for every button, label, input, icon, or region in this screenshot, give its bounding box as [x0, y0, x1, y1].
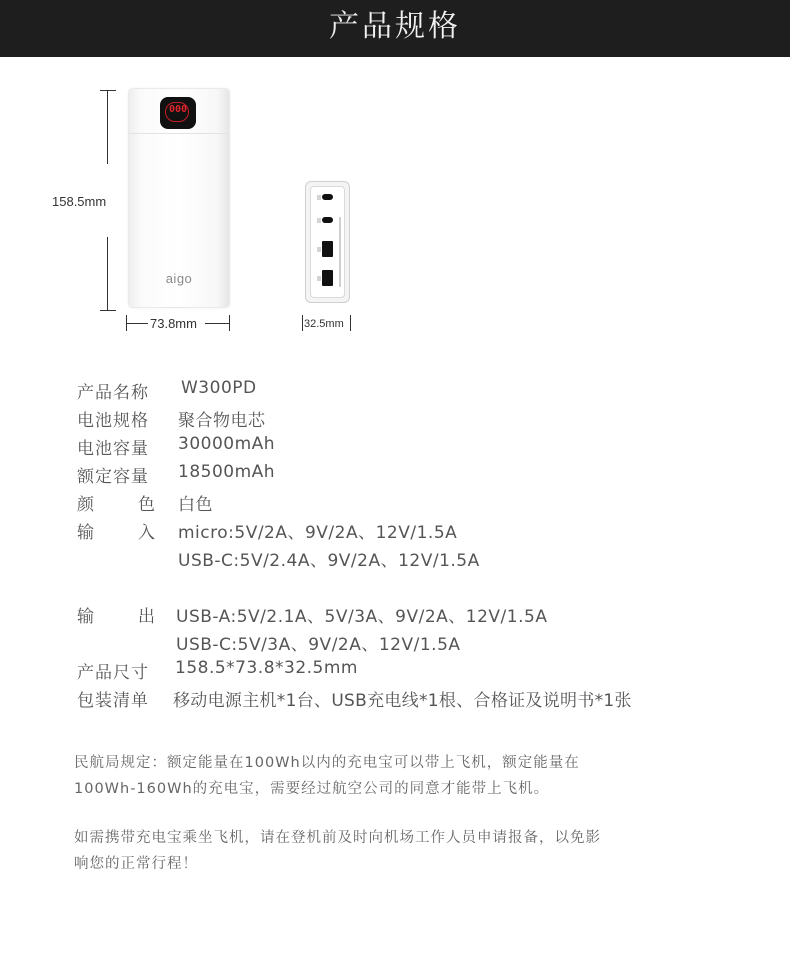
- spec-label: [77, 602, 155, 627]
- spec-label-char: 出: [138, 607, 155, 627]
- spec-label: 电池容量: [77, 439, 149, 459]
- usb-a-port-1: [322, 241, 333, 257]
- usb-c-port: [322, 217, 333, 223]
- power-bank-side-view: [305, 181, 350, 303]
- spec-value: 158.5*73.8*32.5mm: [175, 658, 358, 678]
- spec-label: [77, 518, 155, 543]
- depth-dim-left-tick: [302, 315, 303, 331]
- height-dim-line-upper: [107, 90, 108, 164]
- led-display: [160, 97, 196, 129]
- height-dim-bottom-tick: [100, 310, 116, 311]
- height-dimension-label: 158.5mm: [52, 194, 107, 209]
- note-line: 响您的正常行程！: [74, 856, 198, 872]
- spec-value: 白色: [178, 495, 213, 515]
- port-label-mark: [317, 195, 321, 200]
- spec-label-char: 色: [138, 495, 155, 515]
- width-dim-line-right: [205, 323, 229, 324]
- usb-a-port-2: [322, 270, 333, 286]
- port-label-mark: [317, 218, 321, 223]
- page-header: [0, 0, 790, 57]
- spec-label-char: 颜: [77, 495, 94, 515]
- spec-label: [77, 490, 155, 515]
- width-dimension-label: 73.8mm: [150, 316, 197, 331]
- micro-usb-port: [322, 194, 333, 200]
- spec-label-char: 输: [77, 607, 94, 627]
- depth-dim-right-tick: [350, 315, 351, 331]
- spec-value: 18500mAh: [178, 462, 276, 482]
- note-line: 如需携带充电宝乘坐飞机，请在登机前及时向机场工作人员申请报备，以免影: [74, 830, 601, 846]
- page-title: 产品规格: [329, 9, 461, 44]
- note-line: 民航局规定：额定能量在100Wh以内的充电宝可以带上飞机，额定能量在: [74, 755, 580, 771]
- height-dim-top-tick: [100, 90, 116, 91]
- note-line: 100Wh-160Wh的充电宝，需要经过航空公司的同意才能带上飞机。: [74, 781, 550, 797]
- display-digits: 000: [168, 104, 188, 115]
- front-seam: [129, 133, 229, 134]
- spec-value: 移动电源主机*1台、USB充电线*1根、合格证及说明书*1张: [173, 691, 632, 711]
- port-label-mark: [317, 247, 321, 252]
- spec-label: 包装清单: [77, 691, 149, 711]
- aviation-regulation-note: [74, 750, 580, 802]
- depth-dimension-label: 32.5mm: [304, 318, 344, 330]
- spec-value: USB-C:5V/3A、9V/2A、12V/1.5A: [176, 635, 461, 655]
- spec-label: 产品名称: [77, 383, 149, 403]
- spec-value: USB-A:5V/2.1A、5V/3A、9V/2A、12V/1.5A: [176, 607, 548, 627]
- spec-value: W300PD: [181, 378, 257, 398]
- spec-label: 电池规格: [77, 411, 149, 431]
- travel-reminder-note: [74, 825, 601, 877]
- spec-label: 产品尺寸: [77, 663, 149, 683]
- spec-label-char: 入: [138, 523, 155, 543]
- side-print-text: [339, 217, 341, 287]
- brand-logo: aigo: [165, 271, 193, 286]
- spec-value: 聚合物电芯: [178, 411, 266, 431]
- width-dim-line-left: [126, 323, 148, 324]
- height-dim-line-lower: [107, 237, 108, 310]
- width-dim-right-tick: [229, 315, 230, 331]
- spec-value: micro:5V/2A、9V/2A、12V/1.5A: [178, 523, 458, 543]
- port-label-mark: [317, 276, 321, 281]
- port-panel: [310, 186, 345, 298]
- spec-label: 额定容量: [77, 467, 149, 487]
- spec-value: 30000mAh: [178, 434, 276, 454]
- spec-label-char: 输: [77, 523, 94, 543]
- power-bank-front-view: [129, 89, 229, 307]
- spec-value: USB-C:5V/2.4A、9V/2A、12V/1.5A: [178, 551, 480, 571]
